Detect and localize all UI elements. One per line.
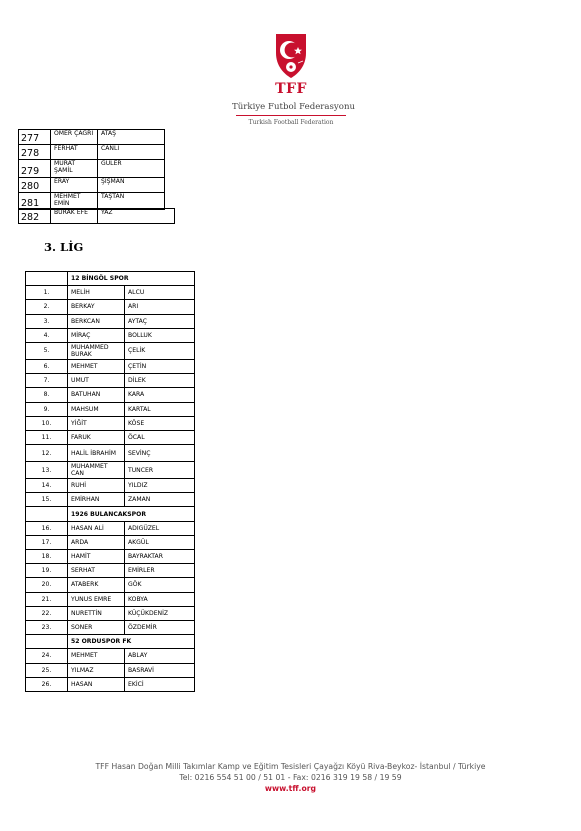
table-row [26,663,195,677]
player-first-name: HASAN [68,677,125,691]
team-header-row [26,635,195,649]
row-number: 1. [26,286,68,300]
player-last-name: DİLEK [125,374,195,388]
table-row [26,649,195,663]
player-first-name: MELİH [68,286,125,300]
row-number: 2. [26,300,68,314]
player-last-name: TAŞTAN [98,193,165,210]
table-row [26,445,195,462]
player-first-name: YILMAZ [68,663,125,677]
row-number: 8. [26,388,68,402]
player-last-name: ATAŞ [98,130,165,145]
row-number: 16. [26,521,68,535]
table-row [26,564,195,578]
table-row [26,314,195,328]
player-first-name: MAHSUM [68,402,125,416]
player-last-name: GÖK [125,578,195,592]
table-row [26,592,195,606]
player-last-name: KARA [125,388,195,402]
empty-cell [26,635,68,649]
player-first-name: NURETTİN [68,606,125,620]
player-first-name: UMUT [68,374,125,388]
table-row [26,300,195,314]
logo-divider [236,115,346,116]
player-first-name: MUHAMMED BURAK [68,342,125,359]
player-last-name: BASRAVİ [125,663,195,677]
row-number: 25. [26,663,68,677]
tff-emblem-icon [232,31,350,81]
table-row [19,145,165,160]
player-last-name: BAYRAKTAR [125,550,195,564]
player-first-name: MEHMET EMİN [51,193,98,210]
table-row [19,130,165,145]
row-number: 14. [26,479,68,493]
player-first-name: HAMİT [68,550,125,564]
player-first-name: ATABERK [68,578,125,592]
player-first-name: BERKCAN [68,314,125,328]
player-last-name: ÇELİK [125,342,195,359]
table-row [26,402,195,416]
player-first-name: MEHMET [68,649,125,663]
table-row [26,493,195,507]
player-list-continued [18,129,165,210]
row-number: 13. [26,462,68,479]
table-row [19,178,165,193]
row-number: 26. [26,677,68,691]
team-name: 52 ORDUSPOR FK [68,635,195,649]
tff-logo-name: TFF [275,81,307,97]
table-row [19,193,165,210]
row-number: 10. [26,416,68,430]
table-row [26,430,195,444]
player-last-name: KÜÇÜKDENİZ [125,606,195,620]
player-first-name: ERAY [51,178,98,193]
player-last-name: ŞİŞMAN [98,178,165,193]
player-last-name: AYTAÇ [125,314,195,328]
row-number: 20. [26,578,68,592]
row-number: 4. [26,328,68,342]
player-last-name: GÜLER [98,160,165,178]
player-last-name: ABLAY [125,649,195,663]
row-number: 17. [26,535,68,549]
row-number: 5. [26,342,68,359]
row-number: 3. [26,314,68,328]
player-first-name: BURAK EFE [51,209,98,224]
table-row [26,462,195,479]
table-row [26,342,195,359]
table-row [26,479,195,493]
player-last-name: YILDIZ [125,479,195,493]
footer-address: TFF Hasan Doğan Milli Takımlar Kamp ve Eğitim Tesisleri Çayağzı Köyü Riva-Beykoz- İstanbul / Türkiye [95,762,486,771]
league-title: 3. LİG [44,240,84,254]
player-first-name: YİĞİT [68,416,125,430]
player-number: 277 [19,130,51,145]
table-row [26,606,195,620]
table-row [19,160,165,178]
table-row [26,578,195,592]
row-number: 18. [26,550,68,564]
table-row [26,677,195,691]
team-header-row [26,272,195,286]
player-last-name: ARI [125,300,195,314]
row-number: 24. [26,649,68,663]
player-number: 282 [19,209,51,224]
table-row [26,374,195,388]
row-number: 19. [26,564,68,578]
footer-website-link[interactable]: www.tff.org [264,784,317,793]
player-number: 279 [19,160,51,178]
player-last-name: KOBYA [125,592,195,606]
table-row [26,328,195,342]
player-first-name: SONER [68,620,125,634]
row-number: 9. [26,402,68,416]
player-last-name: BOLLUK [125,328,195,342]
player-first-name: BATUHAN [68,388,125,402]
page-footer [0,761,581,794]
player-last-name: EKİCİ [125,677,195,691]
player-number: 280 [19,178,51,193]
player-last-name: KARTAL [125,402,195,416]
player-last-name: YAZ [98,209,175,224]
tff-logo [232,31,356,131]
row-number: 7. [26,374,68,388]
player-first-name: MUHAMMET CAN [68,462,125,479]
player-last-name: ZAMAN [125,493,195,507]
row-number: 11. [26,430,68,444]
row-number: 21. [26,592,68,606]
player-first-name: HALİL İBRAHİM [68,445,125,462]
player-first-name: FARUK [68,430,125,444]
player-last-name: AKGÜL [125,535,195,549]
player-first-name: FERHAT [51,145,98,160]
player-last-name: ÇETİN [125,359,195,373]
team-name: 1926 BULANCAKSPOR [68,507,195,521]
player-first-name: ARDA [68,535,125,549]
player-number: 281 [19,193,51,210]
row-number: 23. [26,620,68,634]
table-row [19,209,175,224]
player-first-name: BERKAY [68,300,125,314]
table-row [26,416,195,430]
player-last-name: KÖSE [125,416,195,430]
player-last-name: TUNCER [125,462,195,479]
player-last-name: ÖCAL [125,430,195,444]
player-first-name: MURAT ŞAMİL [51,160,98,178]
table-row [26,521,195,535]
team-header-row [26,507,195,521]
player-first-name: RUHİ [68,479,125,493]
player-last-name: ALCU [125,286,195,300]
row-number: 15. [26,493,68,507]
tff-logo-english-name: Turkish Football Federation [248,119,334,126]
player-first-name: EMİRHAN [68,493,125,507]
player-number: 278 [19,145,51,160]
empty-cell [26,507,68,521]
table-row [26,286,195,300]
player-first-name: ÖMER ÇAĞRI [51,130,98,145]
tff-logo-full-name: Türkiye Futbol Federasyonu [232,102,356,112]
table-row [26,550,195,564]
row-number: 6. [26,359,68,373]
player-last-name: ÖZDEMİR [125,620,195,634]
league-player-table [25,271,195,692]
table-row [26,620,195,634]
player-first-name: HASAN ALİ [68,521,125,535]
player-last-name: SEVİNÇ [125,445,195,462]
player-first-name: SERHAT [68,564,125,578]
empty-cell [26,272,68,286]
player-last-name: EMİRLER [125,564,195,578]
table-row [26,359,195,373]
team-name: 12 BİNGÖL SPOR [68,272,195,286]
player-last-name: CANLI [98,145,165,160]
footer-contact: Tel: 0216 554 51 00 / 51 01 - Fax: 0216 319 19 58 / 19 59 [179,773,402,782]
player-first-name: MEHMET [68,359,125,373]
player-last-name: ADIGÜZEL [125,521,195,535]
player-first-name: MİRAÇ [68,328,125,342]
player-list-continued-last [18,208,175,224]
player-first-name: YUNUS EMRE [68,592,125,606]
row-number: 12. [26,445,68,462]
row-number: 22. [26,606,68,620]
table-row [26,388,195,402]
table-row [26,535,195,549]
